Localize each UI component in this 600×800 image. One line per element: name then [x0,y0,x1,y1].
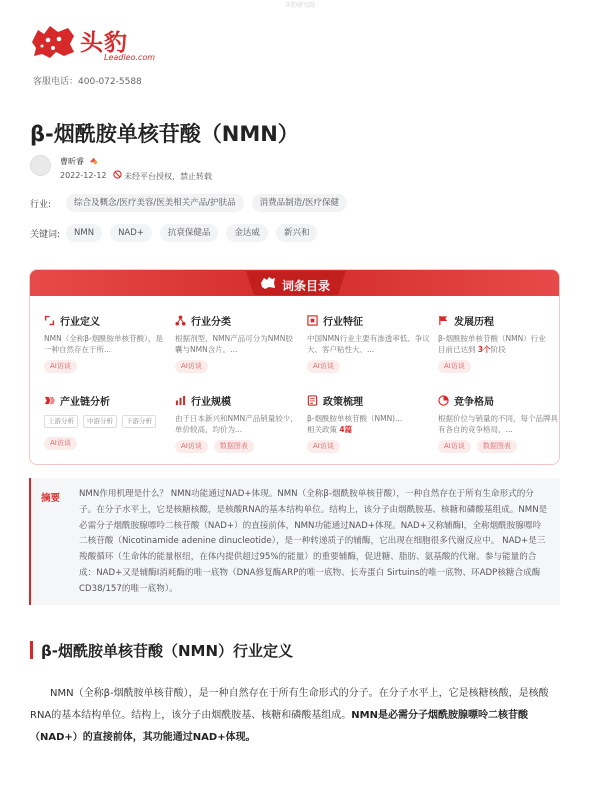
ai-interview-badge[interactable]: AI访谈 [438,440,471,453]
ai-interview-badge[interactable]: AI访谈 [307,360,340,373]
catalog-item-desc: 由于日本新兴和NMN产品销量较少，单价较高，均价为... [175,414,298,434]
hotline-label: 客服电话： [33,77,79,87]
downstream-tag[interactable]: 下游分析 [122,415,156,428]
section-heading: β-烟酰胺单核苷酸（NMN）行业定义 [41,642,293,660]
definition-paragraph [30,683,565,749]
catalog-box [29,269,560,465]
ai-interview-badge[interactable]: AI访谈 [307,440,340,453]
logo-chinese-name: 头豹 [80,30,128,56]
catalog-title: 词条目录 [282,279,331,293]
ai-interview-badge[interactable]: AI访谈 [44,437,77,450]
reprint-notice: 未经平台授权，禁止转载 [124,172,212,181]
customer-hotline [33,74,142,87]
catalog-item-policy[interactable] [307,393,432,465]
data-chart-badge[interactable]: 数据图表 [477,440,517,453]
paragraph-text: NMN（全称β-烟酰胺单核苷酸），是一种自然存在于所有生命形式的分子。在分子水平上，它是核糖核酸，是核酸RNA的基本结构单位。结构上，该分子由烟酰胺基、核糖和磷酸基组成。 [30,688,549,721]
stage-prefix: 目前已达到 [438,345,478,354]
stage-count: 3个 [477,345,491,354]
keywords-label: 关键词: [30,230,61,240]
catalog-item-history[interactable] [438,313,560,391]
industry-tag[interactable]: 消费品制造/医疗保健 [252,194,347,212]
top-faint-text: 头豹研究院 [284,2,315,9]
catalog-item-desc: 根据剂型，NMN产品可分为NMN胶囊与NMN含片。... [175,334,293,354]
ai-interview-badge[interactable]: AI访谈 [175,360,208,373]
leadleo-logo[interactable] [28,22,168,68]
catalog-item-desc: NMN（全称β-烟酰胺单核苷酸），是一种自然存在于所... [44,334,163,354]
keyword-tag[interactable]: 抗衰保健品 [160,224,219,242]
summary-block [29,478,560,605]
catalog-item-competition[interactable] [438,393,560,465]
catalog-item-chain[interactable] [44,393,169,465]
policy-icon [307,395,318,406]
document-icon [44,315,55,326]
midstream-tag[interactable]: 中游分析 [83,415,117,428]
feature-icon [307,315,318,326]
author-name[interactable]: 曹昕睿 [60,157,84,166]
hierarchy-icon [175,315,186,326]
bar-chart-icon [175,395,186,406]
post-date: 2022-12-12 [60,171,107,180]
catalog-item-desc-line: β-烟酰胺单核苷酸（NMN）行业 [438,334,546,343]
author-avatar[interactable] [30,155,51,176]
catalog-item-title: 行业特征 [323,316,363,328]
stage-suffix: 阶段 [490,345,506,354]
catalog-item-definition[interactable] [44,313,169,391]
keyword-tag[interactable]: 金达威 [226,224,268,242]
ai-interview-badge[interactable]: AI访谈 [438,360,471,373]
catalog-item-title: 产业链分析 [60,396,110,408]
policy-prefix: 相关政策 [307,425,340,434]
catalog-item-classification[interactable] [175,313,300,391]
author-badge-icon [89,156,98,165]
upstream-tag[interactable]: 上游分析 [44,415,78,428]
leopard-logo-icon [28,22,76,62]
catalog-item-scale[interactable] [175,393,300,465]
catalog-item-desc-line: β-烟酰胺单核苷酸（NMN)... [307,414,403,423]
catalog-item-title: 政策梳理 [323,396,363,408]
catalog-leopard-icon [260,276,276,290]
no-reprint-icon [113,170,122,179]
catalog-item-features[interactable] [307,313,432,391]
summary-text: NMN作用机理是什么？ NMN功能通过NAD+体现。NMN（全称β-烟酰胺单核苷酸），一种自然存在于所有生命形式的分子。在分子水平上，它是核糖核酸，是核酸RNA的基本结构单位。结构上，该分子由烟酰胺基、核糖和磷酸基组成。NMN是必需分子烟酰胺腺嘌呤二核苷酸（NAD+）的直接前体，NMN功能通过NAD+体现。NAD+又称辅酶I，全称烟酰胺腺嘌呤二核苷酸（Nicotinamide adenine dinucleotide），是一种转递质子的辅酶，它出现在细胞很多代谢反应中。 NAD+是三羧酸循环（生命体的能量枢纽，在体内提供超过95%的能量）的重要辅酶，促进糖、脂肪、氨基酸的代谢。参与能量的合成：NAD+又是辅酶I消耗酶的唯一底物（DNA修复酶ARP的唯一底物、长寿蛋白 Sirtuins的唯一底物、环ADP核糖合成酶CD38/157的唯一底物）。 [79,489,548,594]
data-chart-badge[interactable]: 数据图表 [214,440,254,453]
competition-icon [438,395,449,406]
catalog-item-desc: 中国NMN行业主要有渗透率低、争议大、客户粘性大、... [307,334,430,354]
hotline-number: 400-072-5588 [78,77,142,87]
catalog-item-desc: 根据价位与销量的不同，每个品牌具有各自的竞争格局，... [438,414,558,434]
ai-interview-badge[interactable]: AI访谈 [44,360,77,373]
keyword-tags [66,224,317,242]
catalog-item-desc [438,333,560,355]
summary-label: 摘要 [41,493,61,504]
keyword-tag[interactable]: 新兴和 [276,224,318,242]
paragraph-bold-text: NMN是必需分子烟酰胺腺嘌呤二核苷酸（NAD+）的直接前体，其功能通过NAD+体现。 [30,710,528,743]
industry-tag[interactable]: 综合及概念/医疗美容/医美相关产品/护肤品 [66,194,244,212]
catalog-item-title: 行业规模 [191,396,231,408]
catalog-item-title: 行业定义 [60,316,100,328]
chain-icon [44,395,55,406]
page-title: β-烟酰胺单核苷酸（NMN） [30,122,299,146]
keyword-tag[interactable]: NAD+ [110,224,152,242]
flag-icon [438,315,449,326]
industry-label: 行业: [30,200,52,210]
industry-tags [66,194,347,212]
logo-english-name: Leadleo.com [104,53,156,62]
keyword-tag[interactable]: NMN [66,224,102,242]
catalog-item-title: 竞争格局 [454,396,494,408]
catalog-item-title: 发展历程 [454,316,494,328]
ai-interview-badge[interactable]: AI访谈 [175,440,208,453]
section-heading-marker [30,641,33,659]
policy-count: 4篇 [339,425,353,434]
catalog-item-title: 行业分类 [191,316,231,328]
catalog-item-desc [307,413,432,435]
